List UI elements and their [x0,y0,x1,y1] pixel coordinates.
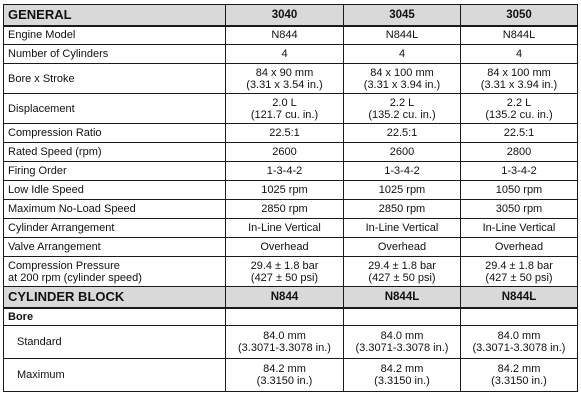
spec-value-cell [344,143,461,162]
value-line: (3.3150 in.) [491,375,547,387]
value-line: 84.2 mm [263,363,306,375]
value-line: 2850 rpm [378,203,426,215]
label-line: Bore x Stroke [8,72,75,85]
spec-value-cell [344,257,461,287]
value-line: (427 ± 50 psi) [368,271,436,284]
spec-value-cell [461,219,578,238]
spec-value-cell [461,257,578,287]
spec-row [4,219,578,238]
value-line: (3.31 x 3.54 in.) [246,78,323,91]
spec-value-cell [344,26,461,45]
cylinder-block-model-1: N844 [226,287,344,308]
general-section-header [4,5,578,26]
spec-value-cell [226,219,344,238]
spec-value-cell [226,326,344,359]
value-line: 1-3-4-2 [266,165,303,177]
value-line: 4 [281,48,288,60]
value-line: (135.2 cu. in.) [485,108,553,121]
value-line: 2850 rpm [261,203,308,215]
value-line: 4 [515,48,523,60]
spec-value-cell [461,94,578,124]
spec-value-cell [344,45,461,64]
spec-row [4,359,578,392]
spec-row [4,45,578,64]
spec-row-label [4,181,226,200]
spec-row-label [4,45,226,64]
cylinder-block-model-3: N844L [461,287,578,308]
spec-value-cell [344,200,461,219]
spec-value-cell [226,257,344,287]
spec-value-cell [461,162,578,181]
spec-value-cell [226,162,344,181]
spec-row [4,181,578,200]
spec-value-cell [461,64,578,94]
value-line: 84.0 mm [497,330,541,342]
value-line: 4 [398,48,406,60]
spec-value-cell [461,143,578,162]
spec-value-cell [461,181,578,200]
label-line: Firing Order [8,165,67,177]
value-line: 1050 rpm [495,184,543,196]
value-line: 2600 [272,146,297,158]
value-line: 2800 [506,146,532,158]
value-line: In-Line Vertical [248,222,321,234]
spec-value-cell [226,124,344,143]
spec-row [4,326,578,359]
spec-value-cell [226,143,344,162]
value-line: 22.5:1 [269,127,300,139]
spec-row [4,64,578,94]
value-line: (121.7 cu. in.) [250,108,319,121]
spec-row-label [4,359,226,392]
spec-table-body [4,5,578,392]
empty-cell [461,308,578,326]
spec-row [4,257,578,287]
spec-row-label [4,238,226,257]
value-line: (3.31 x 3.94 in.) [363,78,441,91]
value-line: (3.3071-3.3078 in.) [238,342,331,354]
value-line: 84.2 mm [497,363,541,375]
spec-value-cell [344,219,461,238]
value-line: 84 x 100 mm [487,66,551,79]
value-line: 1-3-4-2 [501,165,537,177]
value-line: 84 x 90 mm [255,66,314,79]
general-model-3040: 3040 [226,5,344,26]
label-line: Compression Pressure [8,259,120,272]
spec-value-cell [344,238,461,257]
spec-value-cell [461,45,578,64]
cylinder-block-title: CYLINDER BLOCK [4,287,226,308]
general-title: GENERAL [4,5,226,26]
spec-value-cell [461,26,578,45]
spec-value-cell [226,64,344,94]
label-line: Valve Arrangement [8,241,101,253]
value-line: 84.2 mm [380,363,424,375]
value-line: In-Line Vertical [482,222,556,234]
spec-row [4,94,578,124]
value-line: 1025 rpm [378,184,426,196]
spec-value-cell [461,124,578,143]
bore-subheading-row [4,308,578,326]
bore-subheading: Bore [4,308,226,326]
spec-value-cell [226,94,344,124]
value-line: N844L [385,29,419,42]
value-line: 1-3-4-2 [384,165,420,177]
spec-row [4,238,578,257]
value-line: (3.31 x 3.94 in.) [480,78,558,91]
value-line: (427 ± 50 psi) [250,271,319,284]
value-line: Overhead [494,241,544,253]
spec-row-label [4,162,226,181]
spec-value-cell [461,359,578,392]
engine-spec-table [3,4,578,392]
label-line: Low Idle Speed [8,184,84,196]
value-line: 2.2 L [506,96,532,109]
general-model-3045: 3045 [344,5,461,26]
spec-value-cell [226,238,344,257]
value-line: In-Line Vertical [365,222,439,234]
value-line: 22.5:1 [503,127,535,139]
value-line: 2.0 L [272,96,297,109]
spec-row-label [4,64,226,94]
value-line: 2600 [389,146,415,158]
spec-value-cell [344,94,461,124]
spec-row [4,26,578,45]
spec-value-cell [344,181,461,200]
label-line: Engine Model [8,29,76,42]
spec-row-label [4,143,226,162]
spec-value-cell [344,162,461,181]
spec-value-cell [226,359,344,392]
spec-value-cell [344,359,461,392]
value-line: 3050 rpm [495,203,543,215]
value-line: N844 [271,29,298,42]
spec-row-label [4,219,226,238]
empty-cell [226,308,344,326]
value-line: (135.2 cu. in.) [368,108,436,121]
spec-value-cell [461,200,578,219]
label-line: Maximum No-Load Speed [8,203,136,215]
label-line: Standard [17,336,62,348]
label-line: Compression Ratio [8,127,102,139]
value-line: 29.4 ± 1.8 bar [485,259,553,272]
value-line: Overhead [377,241,427,253]
value-line: 1025 rpm [261,184,308,196]
empty-cell [344,308,461,326]
value-line: (3.3071-3.3078 in.) [355,342,449,354]
value-line: (3.3071-3.3078 in.) [472,342,566,354]
spec-value-cell [226,45,344,64]
label-line: at 200 rpm (cylinder speed) [8,271,142,284]
value-line: Overhead [260,241,309,253]
cylinder-block-section-header [4,287,578,308]
spec-row [4,143,578,162]
spec-value-cell [344,124,461,143]
spec-row-label [4,124,226,143]
value-line: 84.0 mm [380,330,424,342]
spec-value-cell [226,181,344,200]
value-line: 29.4 ± 1.8 bar [250,259,319,272]
cylinder-block-model-2: N844L [344,287,461,308]
spec-row-label [4,94,226,124]
label-line: Maximum [17,369,65,381]
label-line: Cylinder Arrangement [8,222,115,234]
value-line: 2.2 L [389,96,415,109]
label-line: Number of Cylinders [8,48,109,60]
value-line: (3.3150 in.) [256,375,313,387]
value-line: 29.4 ± 1.8 bar [368,259,436,272]
spec-value-cell [461,326,578,359]
spec-value-cell [461,238,578,257]
spec-row [4,200,578,219]
spec-row-label [4,326,226,359]
spec-value-cell [344,326,461,359]
value-line: (427 ± 50 psi) [485,271,553,284]
spec-row-label [4,200,226,219]
spec-value-cell [226,26,344,45]
spec-row-label [4,26,226,45]
value-line: 84.0 mm [263,330,306,342]
spec-row [4,124,578,143]
spec-row [4,162,578,181]
general-model-3050: 3050 [461,5,578,26]
value-line: (3.3150 in.) [374,375,430,387]
spec-value-cell [226,200,344,219]
spec-row-label [4,257,226,287]
spec-value-cell [344,64,461,94]
label-line: Rated Speed (rpm) [8,146,102,158]
label-line: Displacement [8,102,75,115]
value-line: 84 x 100 mm [370,66,434,79]
value-line: 22.5:1 [386,127,418,139]
value-line: N844L [502,29,536,42]
